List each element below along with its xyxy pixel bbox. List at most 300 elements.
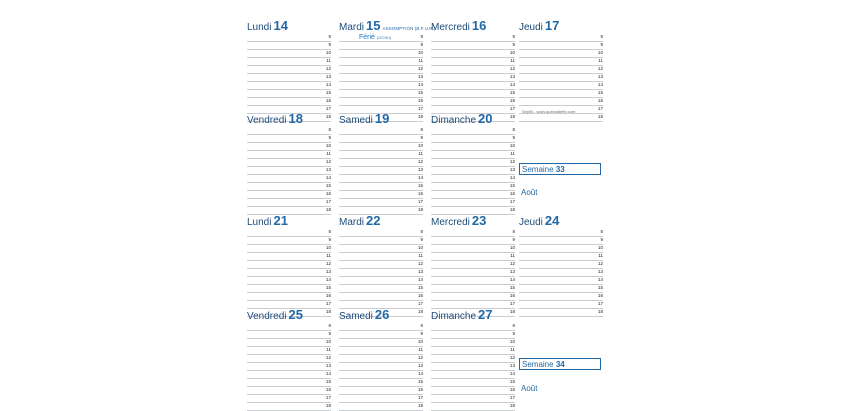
- hour-label: 10: [417, 50, 423, 55]
- hour-row[interactable]: [431, 331, 515, 339]
- hour-label: 11: [510, 58, 515, 63]
- hour-label: 9: [328, 42, 331, 47]
- hour-row[interactable]: [339, 50, 423, 58]
- day-heading: [339, 212, 380, 228]
- hour-label: 10: [325, 143, 331, 148]
- hour-row[interactable]: [519, 245, 603, 253]
- hour-label: 15: [325, 379, 331, 384]
- hour-label: 9: [512, 135, 515, 140]
- hour-row[interactable]: [339, 191, 423, 199]
- hour-label: 8: [600, 229, 603, 234]
- hour-label: 12: [325, 261, 331, 266]
- hour-label: 16: [417, 387, 423, 392]
- hour-row[interactable]: [431, 151, 515, 159]
- hour-row[interactable]: [247, 395, 331, 403]
- hour-label: 12: [597, 261, 603, 266]
- hour-row[interactable]: [247, 371, 331, 379]
- holiday-text: Férié: [359, 34, 375, 41]
- hour-row[interactable]: [247, 135, 331, 143]
- hour-label: 9: [328, 135, 331, 140]
- hour-label: 12: [417, 66, 423, 71]
- day-heading: [431, 306, 493, 322]
- hour-row[interactable]: [519, 261, 603, 269]
- day-heading: [339, 306, 389, 322]
- hour-row[interactable]: [339, 135, 423, 143]
- day-heading: [247, 306, 303, 322]
- hour-row[interactable]: [431, 42, 515, 50]
- hour-row[interactable]: [431, 269, 515, 277]
- hour-label: 18: [417, 403, 423, 408]
- hour-label: 13: [417, 167, 423, 172]
- hour-label: 8: [420, 34, 423, 39]
- hour-row[interactable]: [519, 66, 603, 74]
- hour-row[interactable]: [431, 74, 515, 82]
- hour-label: 14: [325, 175, 331, 180]
- hour-row[interactable]: [339, 199, 423, 207]
- hour-row[interactable]: [247, 261, 331, 269]
- day-number: 19: [374, 111, 390, 126]
- day-heading: [519, 212, 559, 228]
- hour-label: 11: [326, 58, 331, 63]
- hour-label: 15: [509, 183, 515, 188]
- hour-row[interactable]: [431, 127, 515, 135]
- hour-row[interactable]: [247, 175, 331, 183]
- hour-label: 10: [417, 143, 423, 148]
- hour-row[interactable]: [431, 355, 515, 363]
- hour-label: 17: [417, 106, 423, 111]
- hour-row[interactable]: [519, 114, 603, 122]
- hour-row[interactable]: [339, 175, 423, 183]
- hour-row[interactable]: [339, 293, 423, 301]
- hour-row[interactable]: [247, 293, 331, 301]
- day-name: Mardi: [339, 217, 365, 228]
- hour-row[interactable]: [431, 135, 515, 143]
- hour-label: 11: [418, 151, 423, 156]
- hour-label: 11: [326, 151, 331, 156]
- hour-label: 16: [597, 98, 603, 103]
- hour-row[interactable]: [339, 323, 423, 331]
- hour-row[interactable]: [247, 229, 331, 237]
- hour-label: 12: [509, 66, 515, 71]
- hour-label: 10: [509, 245, 515, 250]
- hour-row[interactable]: [339, 42, 423, 50]
- hour-label: 9: [512, 42, 515, 47]
- hour-row[interactable]: [431, 58, 515, 66]
- hour-label: 16: [509, 98, 515, 103]
- hour-row[interactable]: [519, 285, 603, 293]
- hour-lines: [339, 127, 423, 215]
- hour-label: 9: [512, 331, 515, 336]
- hour-label: 15: [597, 90, 603, 95]
- hour-row[interactable]: [519, 309, 603, 317]
- hour-row[interactable]: [431, 363, 515, 371]
- hour-label: 17: [325, 395, 331, 400]
- hour-row[interactable]: [247, 66, 331, 74]
- hour-row[interactable]: [247, 269, 331, 277]
- day-name: Vendredi: [247, 115, 287, 126]
- hour-row[interactable]: [339, 66, 423, 74]
- day-heading: [431, 212, 486, 228]
- hour-row[interactable]: [339, 74, 423, 82]
- hour-label: 9: [512, 237, 515, 242]
- hour-label: 8: [512, 229, 515, 234]
- hour-row[interactable]: [519, 229, 603, 237]
- hour-label: 8: [328, 34, 331, 39]
- hour-row[interactable]: [339, 237, 423, 245]
- hour-label: 12: [325, 355, 331, 360]
- day-name: Mercredi: [431, 22, 470, 33]
- hour-row[interactable]: [339, 355, 423, 363]
- hour-row[interactable]: [431, 387, 515, 395]
- hour-label: 14: [325, 371, 331, 376]
- week-number: 34: [555, 360, 565, 369]
- hour-row[interactable]: [247, 50, 331, 58]
- hour-row[interactable]: [247, 347, 331, 355]
- hour-row[interactable]: [431, 183, 515, 191]
- hour-row[interactable]: [339, 229, 423, 237]
- hour-row[interactable]: [519, 301, 603, 309]
- hour-row[interactable]: [519, 58, 603, 66]
- day-name: Jeudi: [519, 217, 543, 228]
- hour-row[interactable]: [339, 253, 423, 261]
- hour-row[interactable]: [339, 347, 423, 355]
- hour-label: 13: [325, 74, 331, 79]
- hour-row[interactable]: [431, 371, 515, 379]
- hour-label: 11: [418, 347, 423, 352]
- hour-row[interactable]: [431, 50, 515, 58]
- hour-row[interactable]: [519, 237, 603, 245]
- hour-lines: [431, 229, 515, 317]
- hour-row[interactable]: [247, 159, 331, 167]
- hour-label: 18: [325, 207, 331, 212]
- hour-row[interactable]: [247, 379, 331, 387]
- hour-row[interactable]: [247, 245, 331, 253]
- hour-row[interactable]: [431, 143, 515, 151]
- hour-label: 13: [597, 269, 603, 274]
- month-label: Août: [521, 384, 538, 393]
- hour-row[interactable]: [519, 34, 603, 42]
- hour-row[interactable]: [247, 199, 331, 207]
- hour-lines: [431, 127, 515, 215]
- hour-label: 13: [509, 363, 515, 368]
- hour-row[interactable]: [519, 90, 603, 98]
- hour-label: 18: [417, 114, 423, 119]
- hour-label: 15: [325, 285, 331, 290]
- hour-lines: [431, 34, 515, 122]
- hour-label: 13: [325, 269, 331, 274]
- hour-row[interactable]: [431, 293, 515, 301]
- hour-row[interactable]: [431, 395, 515, 403]
- day-name: Dimanche: [431, 311, 477, 322]
- day-number: 20: [478, 111, 493, 126]
- month-label: Août: [521, 188, 538, 197]
- hour-label: 10: [509, 50, 515, 55]
- hour-row[interactable]: [339, 167, 423, 175]
- hour-label: 16: [417, 293, 423, 298]
- hour-row[interactable]: [339, 285, 423, 293]
- hour-label: 17: [597, 106, 603, 111]
- hour-label: 8: [512, 127, 515, 132]
- hour-row[interactable]: [247, 355, 331, 363]
- day-name: Samedi: [339, 311, 373, 322]
- hour-row[interactable]: [431, 347, 515, 355]
- hour-row[interactable]: [339, 159, 423, 167]
- day-heading: [247, 17, 288, 33]
- hour-row[interactable]: [247, 143, 331, 151]
- hour-label: 13: [417, 269, 423, 274]
- hour-row[interactable]: [339, 127, 423, 135]
- hour-row[interactable]: [247, 339, 331, 347]
- hour-label: 16: [509, 191, 515, 196]
- hour-row[interactable]: [339, 339, 423, 347]
- hour-label: 8: [420, 229, 423, 234]
- hour-row[interactable]: [339, 143, 423, 151]
- hour-row[interactable]: [247, 98, 331, 106]
- hour-lines: [431, 323, 515, 411]
- day-number: 22: [366, 213, 381, 228]
- hour-row[interactable]: [431, 175, 515, 183]
- hour-label: 15: [325, 90, 331, 95]
- hour-label: 10: [325, 245, 331, 250]
- hour-row[interactable]: [519, 277, 603, 285]
- hour-label: 17: [509, 199, 515, 204]
- hour-row[interactable]: [339, 261, 423, 269]
- hour-label: 16: [509, 293, 515, 298]
- hour-row[interactable]: [339, 371, 423, 379]
- hour-label: 15: [417, 285, 423, 290]
- day-name: Dimanche: [431, 115, 477, 126]
- hour-row[interactable]: [247, 167, 331, 175]
- hour-label: 12: [509, 159, 515, 164]
- hour-row[interactable]: [431, 253, 515, 261]
- hour-row[interactable]: [247, 331, 331, 339]
- hour-row[interactable]: [339, 82, 423, 90]
- hour-row[interactable]: [247, 151, 331, 159]
- hour-row[interactable]: [431, 167, 515, 175]
- hour-label: 11: [510, 253, 515, 258]
- hour-row[interactable]: [431, 245, 515, 253]
- hour-label: 18: [597, 309, 603, 314]
- hour-label: 18: [325, 309, 331, 314]
- hour-lines: [339, 229, 423, 317]
- hour-lines: [247, 229, 331, 317]
- week-number: 33: [555, 165, 565, 174]
- hour-row[interactable]: [247, 58, 331, 66]
- day-number: 21: [273, 213, 288, 228]
- hour-row[interactable]: [431, 261, 515, 269]
- hour-label: 17: [325, 301, 331, 306]
- hour-label: 17: [417, 301, 423, 306]
- hour-row[interactable]: [339, 277, 423, 285]
- hour-label: 12: [417, 159, 423, 164]
- day-heading: [339, 17, 436, 33]
- hour-label: 9: [328, 237, 331, 242]
- hour-label: 18: [417, 207, 423, 212]
- day-number: 14: [273, 18, 288, 33]
- week-label: Semaine: [522, 360, 554, 369]
- day-name: Vendredi: [247, 311, 287, 322]
- hour-label: 15: [509, 285, 515, 290]
- hour-row[interactable]: [431, 323, 515, 331]
- hour-row[interactable]: [339, 151, 423, 159]
- hour-row[interactable]: [431, 199, 515, 207]
- hour-label: 8: [420, 323, 423, 328]
- hour-lines: [339, 323, 423, 411]
- hour-label: 13: [597, 74, 603, 79]
- hour-label: 17: [417, 395, 423, 400]
- hour-row[interactable]: [247, 277, 331, 285]
- hour-row[interactable]: [519, 42, 603, 50]
- source-credit: Septill - www.quelvadefte.com: [522, 109, 576, 114]
- hour-label: 18: [417, 309, 423, 314]
- hour-label: 14: [597, 277, 603, 282]
- hour-lines: [339, 34, 423, 122]
- hour-row[interactable]: [247, 363, 331, 371]
- hour-label: 13: [509, 167, 515, 172]
- hour-row[interactable]: [247, 183, 331, 191]
- hour-label: 12: [509, 355, 515, 360]
- hour-label: 12: [325, 159, 331, 164]
- hour-row[interactable]: [431, 34, 515, 42]
- hour-row[interactable]: [339, 331, 423, 339]
- hour-label: 14: [417, 175, 423, 180]
- hour-row[interactable]: [339, 58, 423, 66]
- hour-row[interactable]: [519, 293, 603, 301]
- hour-label: 17: [509, 395, 515, 400]
- hour-row[interactable]: [247, 253, 331, 261]
- day-name: Lundi: [247, 217, 272, 228]
- hour-row[interactable]: [431, 277, 515, 285]
- hour-label: 12: [597, 66, 603, 71]
- hour-row[interactable]: [519, 253, 603, 261]
- hour-label: 14: [417, 371, 423, 376]
- hour-row[interactable]: [519, 269, 603, 277]
- hour-label: 8: [512, 34, 515, 39]
- hour-row[interactable]: [431, 82, 515, 90]
- hour-label: 11: [510, 151, 515, 156]
- hour-row[interactable]: [339, 269, 423, 277]
- hour-row[interactable]: [339, 245, 423, 253]
- hour-row[interactable]: [339, 98, 423, 106]
- hour-row[interactable]: [339, 379, 423, 387]
- day-name: Mercredi: [431, 217, 470, 228]
- hour-label: 10: [509, 339, 515, 344]
- day-heading: [247, 212, 288, 228]
- hour-row[interactable]: [339, 387, 423, 395]
- hour-row[interactable]: [431, 285, 515, 293]
- hour-row[interactable]: [519, 82, 603, 90]
- hour-label: 17: [597, 301, 603, 306]
- day-heading: [431, 110, 493, 126]
- hour-label: 9: [420, 237, 423, 242]
- hour-row[interactable]: [247, 82, 331, 90]
- hour-row[interactable]: [247, 237, 331, 245]
- hour-label: 14: [417, 82, 423, 87]
- hour-row[interactable]: [339, 395, 423, 403]
- hour-row[interactable]: [431, 237, 515, 245]
- day-number: 16: [471, 18, 487, 33]
- hour-label: 10: [509, 143, 515, 148]
- hour-lines: [247, 34, 331, 122]
- hour-row[interactable]: [431, 90, 515, 98]
- hour-row[interactable]: [339, 183, 423, 191]
- hour-label: 15: [509, 379, 515, 384]
- hour-row[interactable]: [339, 363, 423, 371]
- hour-label: 14: [509, 371, 515, 376]
- hour-label: 10: [597, 50, 603, 55]
- hour-label: 17: [509, 106, 515, 111]
- day-heading: [247, 110, 303, 126]
- hour-row[interactable]: [431, 66, 515, 74]
- holiday-subtext: (GOSU): [376, 35, 392, 40]
- day-heading: [431, 17, 486, 33]
- hour-label: 15: [417, 183, 423, 188]
- hour-label: 13: [325, 167, 331, 172]
- hour-row[interactable]: [247, 42, 331, 50]
- hour-row[interactable]: [519, 74, 603, 82]
- hour-label: 18: [325, 114, 331, 119]
- hour-row[interactable]: [519, 98, 603, 106]
- hour-row[interactable]: [247, 191, 331, 199]
- hour-row[interactable]: [247, 127, 331, 135]
- hour-label: 11: [418, 253, 423, 258]
- hour-row[interactable]: [431, 229, 515, 237]
- hour-label: 13: [417, 74, 423, 79]
- hour-label: 17: [325, 199, 331, 204]
- holiday-note: ASSOMPTION (B.F.U.R.): [382, 26, 436, 31]
- hour-label: 14: [417, 277, 423, 282]
- hour-label: 15: [417, 90, 423, 95]
- day-number: 26: [374, 307, 390, 322]
- hour-label: 8: [328, 323, 331, 328]
- hour-label: 14: [509, 82, 515, 87]
- hour-label: 14: [325, 82, 331, 87]
- hour-label: 17: [509, 301, 515, 306]
- hour-row[interactable]: [339, 90, 423, 98]
- hour-row[interactable]: [247, 34, 331, 42]
- hour-row[interactable]: [519, 50, 603, 58]
- hour-label: 12: [325, 66, 331, 71]
- hour-label: 9: [600, 42, 603, 47]
- day-name: Jeudi: [519, 22, 543, 33]
- hour-label: 17: [325, 106, 331, 111]
- hour-row[interactable]: [247, 74, 331, 82]
- week-box: [519, 358, 601, 370]
- hour-row[interactable]: [431, 339, 515, 347]
- hour-row[interactable]: [247, 90, 331, 98]
- hour-label: 12: [509, 261, 515, 266]
- day-number: 27: [478, 307, 493, 322]
- hour-label: 13: [417, 363, 423, 368]
- hour-row[interactable]: [431, 98, 515, 106]
- hour-label: 18: [509, 403, 515, 408]
- hour-row[interactable]: [247, 323, 331, 331]
- hour-label: 8: [600, 34, 603, 39]
- hour-lines: [247, 323, 331, 411]
- hour-label: 14: [509, 277, 515, 282]
- hour-label: 8: [328, 127, 331, 132]
- hour-label: 9: [420, 42, 423, 47]
- hour-row[interactable]: [247, 285, 331, 293]
- hour-row[interactable]: [247, 387, 331, 395]
- hour-row[interactable]: [431, 379, 515, 387]
- hour-label: 9: [420, 331, 423, 336]
- hour-row[interactable]: [431, 159, 515, 167]
- hour-lines: [519, 229, 603, 317]
- day-number: 23: [471, 213, 487, 228]
- hour-row[interactable]: [431, 191, 515, 199]
- hour-label: 10: [325, 50, 331, 55]
